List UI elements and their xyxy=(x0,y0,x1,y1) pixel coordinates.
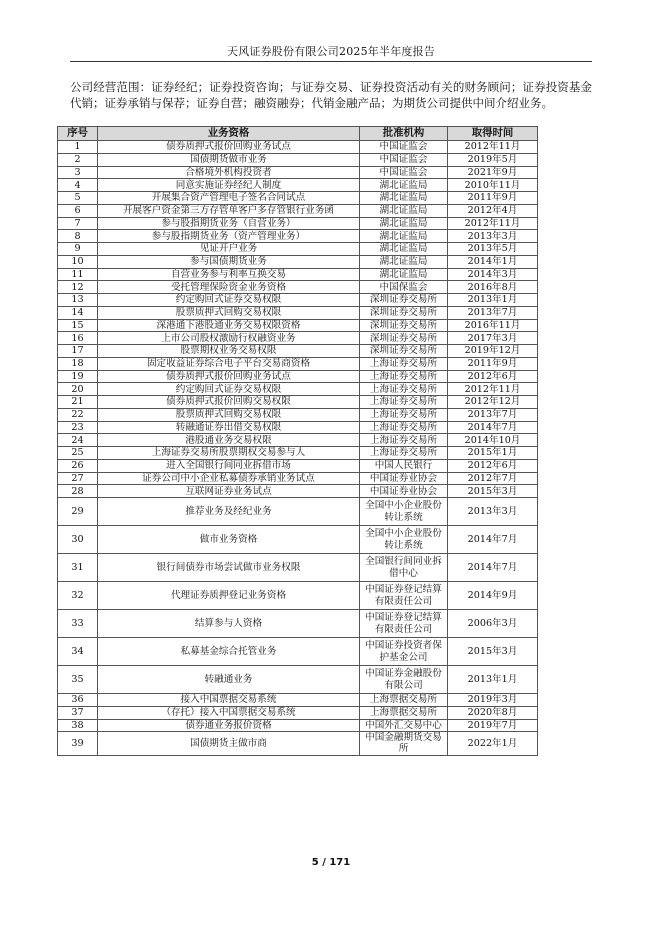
cell-no: 24 xyxy=(58,434,98,447)
cell-authority: 上海证券交易所 xyxy=(360,383,448,396)
cell-date: 2014年1月 xyxy=(448,255,538,268)
table-row xyxy=(58,498,538,526)
cell-authority: 中国证券登记结算有限责任公司 xyxy=(360,610,448,638)
cell-authority: 中国证券业协会 xyxy=(360,472,448,485)
cell-no: 30 xyxy=(58,526,98,554)
cell-date: 2022年1月 xyxy=(448,732,538,755)
cell-date: 2012年4月 xyxy=(448,204,538,217)
table-row xyxy=(58,447,538,460)
cell-authority: 中国证券投资者保护基金公司 xyxy=(360,638,448,666)
cell-qualification: 国债期货做市业务 xyxy=(98,153,360,166)
cell-no: 13 xyxy=(58,294,98,307)
cell-no: 27 xyxy=(58,472,98,485)
table-row xyxy=(58,357,538,370)
cell-authority: 湖北证监局 xyxy=(360,255,448,268)
cell-no: 35 xyxy=(58,666,98,694)
table-row xyxy=(58,732,538,755)
cell-date: 2019年7月 xyxy=(448,719,538,732)
cell-authority: 中国证券金融股份有限公司 xyxy=(360,666,448,694)
table-row xyxy=(58,706,538,719)
cell-authority: 上海证券交易所 xyxy=(360,408,448,421)
cell-no: 36 xyxy=(58,694,98,707)
cell-no: 34 xyxy=(58,638,98,666)
cell-authority: 中国人民银行 xyxy=(360,459,448,472)
table-row xyxy=(58,281,538,294)
cell-qualification: 开展客户资金第三方存管单客户多存管银行业务函 xyxy=(98,204,360,217)
table-row xyxy=(58,582,538,610)
cell-qualification: （存托）接入中国票据交易系统 xyxy=(98,706,360,719)
cell-qualification: 参与股指期货业务（自营业务） xyxy=(98,217,360,230)
cell-date: 2012年6月 xyxy=(448,370,538,383)
page-number: 5 / 171 xyxy=(311,857,351,868)
cell-date: 2017年3月 xyxy=(448,332,538,345)
cell-no: 16 xyxy=(58,332,98,345)
cell-date: 2012年6月 xyxy=(448,459,538,472)
cell-authority: 湖北证监局 xyxy=(360,230,448,243)
cell-date: 2015年3月 xyxy=(448,638,538,666)
cell-date: 2013年3月 xyxy=(448,498,538,526)
cell-date: 2013年7月 xyxy=(448,306,538,319)
table-row xyxy=(58,179,538,192)
cell-no: 11 xyxy=(58,268,98,281)
cell-qualification: 接入中国票据交易系统 xyxy=(98,694,360,707)
cell-qualification: 上市公司股权激励行权融资业务 xyxy=(98,332,360,345)
cell-no: 26 xyxy=(58,459,98,472)
cell-qualification: 约定购回式证券交易权限 xyxy=(98,294,360,307)
cell-qualification: 参与国债期货业务 xyxy=(98,255,360,268)
table-row xyxy=(58,192,538,205)
cell-date: 2016年8月 xyxy=(448,281,538,294)
table-row xyxy=(58,370,538,383)
table-row xyxy=(58,719,538,732)
cell-date: 2019年5月 xyxy=(448,153,538,166)
cell-authority: 上海票据交易所 xyxy=(360,706,448,719)
cell-authority: 湖北证监局 xyxy=(360,268,448,281)
table-body xyxy=(58,141,538,756)
cell-qualification: 合格境外机构投资者 xyxy=(98,166,360,179)
cell-no: 3 xyxy=(58,166,98,179)
cell-no: 32 xyxy=(58,582,98,610)
cell-no: 25 xyxy=(58,447,98,460)
cell-no: 28 xyxy=(58,485,98,498)
cell-date: 2012年7月 xyxy=(448,472,538,485)
table-row xyxy=(58,421,538,434)
cell-qualification: 股票期权业务交易权限 xyxy=(98,345,360,358)
cell-qualification: 进入全国银行间同业拆借市场 xyxy=(98,459,360,472)
cell-authority: 中国证监会 xyxy=(360,166,448,179)
cell-date: 2013年7月 xyxy=(448,408,538,421)
col-header-authority: 批准机构 xyxy=(360,127,448,141)
cell-no: 38 xyxy=(58,719,98,732)
table-row xyxy=(58,319,538,332)
cell-qualification: 互联网证券业务试点 xyxy=(98,485,360,498)
cell-no: 14 xyxy=(58,306,98,319)
cell-no: 23 xyxy=(58,421,98,434)
cell-authority: 湖北证监局 xyxy=(360,192,448,205)
cell-date: 2013年5月 xyxy=(448,243,538,256)
cell-date: 2013年1月 xyxy=(448,666,538,694)
cell-no: 1 xyxy=(58,141,98,154)
cell-authority: 中国证券业协会 xyxy=(360,485,448,498)
cell-authority: 上海证券交易所 xyxy=(360,357,448,370)
cell-no: 8 xyxy=(58,230,98,243)
cell-qualification: 债券通业务报价资格 xyxy=(98,719,360,732)
header-rule xyxy=(70,61,592,62)
cell-qualification: 代理证券质押登记业务资格 xyxy=(98,582,360,610)
table-row xyxy=(58,243,538,256)
cell-qualification: 银行间债券市场尝试做市业务权限 xyxy=(98,554,360,582)
cell-qualification: 深港通下港股通业务交易权限资格 xyxy=(98,319,360,332)
cell-no: 22 xyxy=(58,408,98,421)
cell-qualification: 受托管理保险资金业务资格 xyxy=(98,281,360,294)
cell-authority: 湖北证监局 xyxy=(360,179,448,192)
col-header-no: 序号 xyxy=(58,127,98,141)
table-row xyxy=(58,472,538,485)
cell-no: 31 xyxy=(58,554,98,582)
table-row xyxy=(58,204,538,217)
cell-date: 2006年3月 xyxy=(448,610,538,638)
table-row xyxy=(58,166,538,179)
cell-qualification: 债券质押式报价回购业务试点 xyxy=(98,370,360,383)
table-row xyxy=(58,694,538,707)
table-row xyxy=(58,345,538,358)
table-row xyxy=(58,408,538,421)
cell-date: 2011年9月 xyxy=(448,357,538,370)
table-row xyxy=(58,396,538,409)
cell-date: 2013年1月 xyxy=(448,294,538,307)
cell-authority: 中国证监会 xyxy=(360,141,448,154)
cell-date: 2010年11月 xyxy=(448,179,538,192)
cell-no: 21 xyxy=(58,396,98,409)
table-row xyxy=(58,294,538,307)
cell-date: 2019年12月 xyxy=(448,345,538,358)
cell-authority: 湖北证监局 xyxy=(360,243,448,256)
cell-qualification: 上海证券交易所股票期权交易参与人 xyxy=(98,447,360,460)
cell-date: 2012年11月 xyxy=(448,217,538,230)
table-row xyxy=(58,153,538,166)
cell-qualification: 股票质押式回购交易权限 xyxy=(98,306,360,319)
cell-no: 5 xyxy=(58,192,98,205)
table-row xyxy=(58,459,538,472)
cell-date: 2014年9月 xyxy=(448,582,538,610)
cell-authority: 深圳证券交易所 xyxy=(360,294,448,307)
cell-date: 2014年7月 xyxy=(448,526,538,554)
page-header: 天风证券股份有限公司2025年半年度报告 xyxy=(227,45,435,58)
table-row xyxy=(58,217,538,230)
table-row xyxy=(58,666,538,694)
business-qualifications-table xyxy=(57,126,538,756)
cell-qualification: 债券质押式报价回购交易权限 xyxy=(98,396,360,409)
cell-authority: 中国证监会 xyxy=(360,153,448,166)
cell-authority: 深圳证券交易所 xyxy=(360,345,448,358)
col-header-qualification: 业务资格 xyxy=(98,127,360,141)
cell-qualification: 转融通证券出借交易权限 xyxy=(98,421,360,434)
table-row xyxy=(58,141,538,154)
table-row xyxy=(58,526,538,554)
cell-qualification: 做市业务资格 xyxy=(98,526,360,554)
cell-no: 15 xyxy=(58,319,98,332)
cell-date: 2012年11月 xyxy=(448,141,538,154)
table-row xyxy=(58,554,538,582)
cell-no: 12 xyxy=(58,281,98,294)
cell-authority: 深圳证券交易所 xyxy=(360,319,448,332)
cell-qualification: 开展集合资产管理电子签名合同试点 xyxy=(98,192,360,205)
cell-authority: 上海证券交易所 xyxy=(360,396,448,409)
cell-authority: 湖北证监局 xyxy=(360,204,448,217)
cell-no: 37 xyxy=(58,706,98,719)
cell-no: 39 xyxy=(58,732,98,755)
cell-authority: 上海证券交易所 xyxy=(360,447,448,460)
cell-authority: 深圳证券交易所 xyxy=(360,332,448,345)
cell-qualification: 转融通业务 xyxy=(98,666,360,694)
cell-date: 2012年12月 xyxy=(448,396,538,409)
cell-no: 17 xyxy=(58,345,98,358)
cell-date: 2013年3月 xyxy=(448,230,538,243)
table-row xyxy=(58,306,538,319)
cell-date: 2020年8月 xyxy=(448,706,538,719)
cell-date: 2012年11月 xyxy=(448,383,538,396)
table-row xyxy=(58,268,538,281)
cell-authority: 湖北证监局 xyxy=(360,217,448,230)
cell-qualification: 见证开户业务 xyxy=(98,243,360,256)
cell-qualification: 固定收益证券综合电子平台交易商资格 xyxy=(98,357,360,370)
table-row xyxy=(58,638,538,666)
cell-date: 2011年9月 xyxy=(448,192,538,205)
cell-no: 7 xyxy=(58,217,98,230)
cell-authority: 上海证券交易所 xyxy=(360,434,448,447)
cell-date: 2021年9月 xyxy=(448,166,538,179)
cell-no: 33 xyxy=(58,610,98,638)
cell-qualification: 同意实施证券经纪人制度 xyxy=(98,179,360,192)
cell-date: 2016年11月 xyxy=(448,319,538,332)
cell-qualification: 结算参与人资格 xyxy=(98,610,360,638)
cell-no: 20 xyxy=(58,383,98,396)
cell-authority: 全国中小企业股份转让系统 xyxy=(360,526,448,554)
cell-authority: 上海票据交易所 xyxy=(360,694,448,707)
cell-qualification: 证券公司中小企业私募债券承销业务试点 xyxy=(98,472,360,485)
cell-authority: 深圳证券交易所 xyxy=(360,306,448,319)
cell-qualification: 国债期货主做市商 xyxy=(98,732,360,755)
cell-authority: 上海证券交易所 xyxy=(360,421,448,434)
cell-authority: 中国保监会 xyxy=(360,281,448,294)
table-row xyxy=(58,255,538,268)
table-row xyxy=(58,332,538,345)
cell-date: 2014年10月 xyxy=(448,434,538,447)
cell-date: 2014年3月 xyxy=(448,268,538,281)
cell-no: 19 xyxy=(58,370,98,383)
cell-qualification: 自营业务参与利率互换交易 xyxy=(98,268,360,281)
cell-qualification: 港股通业务交易权限 xyxy=(98,434,360,447)
cell-date: 2014年7月 xyxy=(448,554,538,582)
cell-qualification: 债券质押式报价回购业务试点 xyxy=(98,141,360,154)
cell-qualification: 参与股指期货业务（资产管理业务） xyxy=(98,230,360,243)
cell-authority: 全国中小企业股份转让系统 xyxy=(360,498,448,526)
cell-date: 2019年3月 xyxy=(448,694,538,707)
col-header-date: 取得时间 xyxy=(448,127,538,141)
table-row xyxy=(58,610,538,638)
cell-authority: 中国金融期货交易所 xyxy=(360,732,448,755)
table-header-row xyxy=(58,127,538,141)
cell-authority: 上海证券交易所 xyxy=(360,370,448,383)
cell-no: 18 xyxy=(58,357,98,370)
cell-qualification: 私募基金综合托管业务 xyxy=(98,638,360,666)
cell-date: 2014年7月 xyxy=(448,421,538,434)
cell-authority: 中国证券登记结算有限责任公司 xyxy=(360,582,448,610)
cell-no: 10 xyxy=(58,255,98,268)
cell-no: 29 xyxy=(58,498,98,526)
cell-no: 9 xyxy=(58,243,98,256)
cell-no: 6 xyxy=(58,204,98,217)
cell-no: 2 xyxy=(58,153,98,166)
table-row xyxy=(58,383,538,396)
cell-qualification: 约定购回式证券交易权限 xyxy=(98,383,360,396)
cell-no: 4 xyxy=(58,179,98,192)
business-scope-paragraph: 公司经营范围：证券经纪；证券投资咨询；与证券交易、证券投资活动有关的财务顾问；证券投资基金代销；证券承销与保荐；证券自营；融资融券；代销金融产品；为期货公司提供中间介绍业务。 xyxy=(70,80,592,110)
cell-authority: 全国银行间同业拆借中心 xyxy=(360,554,448,582)
table-row xyxy=(58,434,538,447)
cell-date: 2015年1月 xyxy=(448,447,538,460)
table-row xyxy=(58,485,538,498)
cell-qualification: 推荐业务及经纪业务 xyxy=(98,498,360,526)
cell-qualification: 股票质押式回购交易权限 xyxy=(98,408,360,421)
cell-date: 2015年3月 xyxy=(448,485,538,498)
cell-authority: 中国外汇交易中心 xyxy=(360,719,448,732)
table-row xyxy=(58,230,538,243)
